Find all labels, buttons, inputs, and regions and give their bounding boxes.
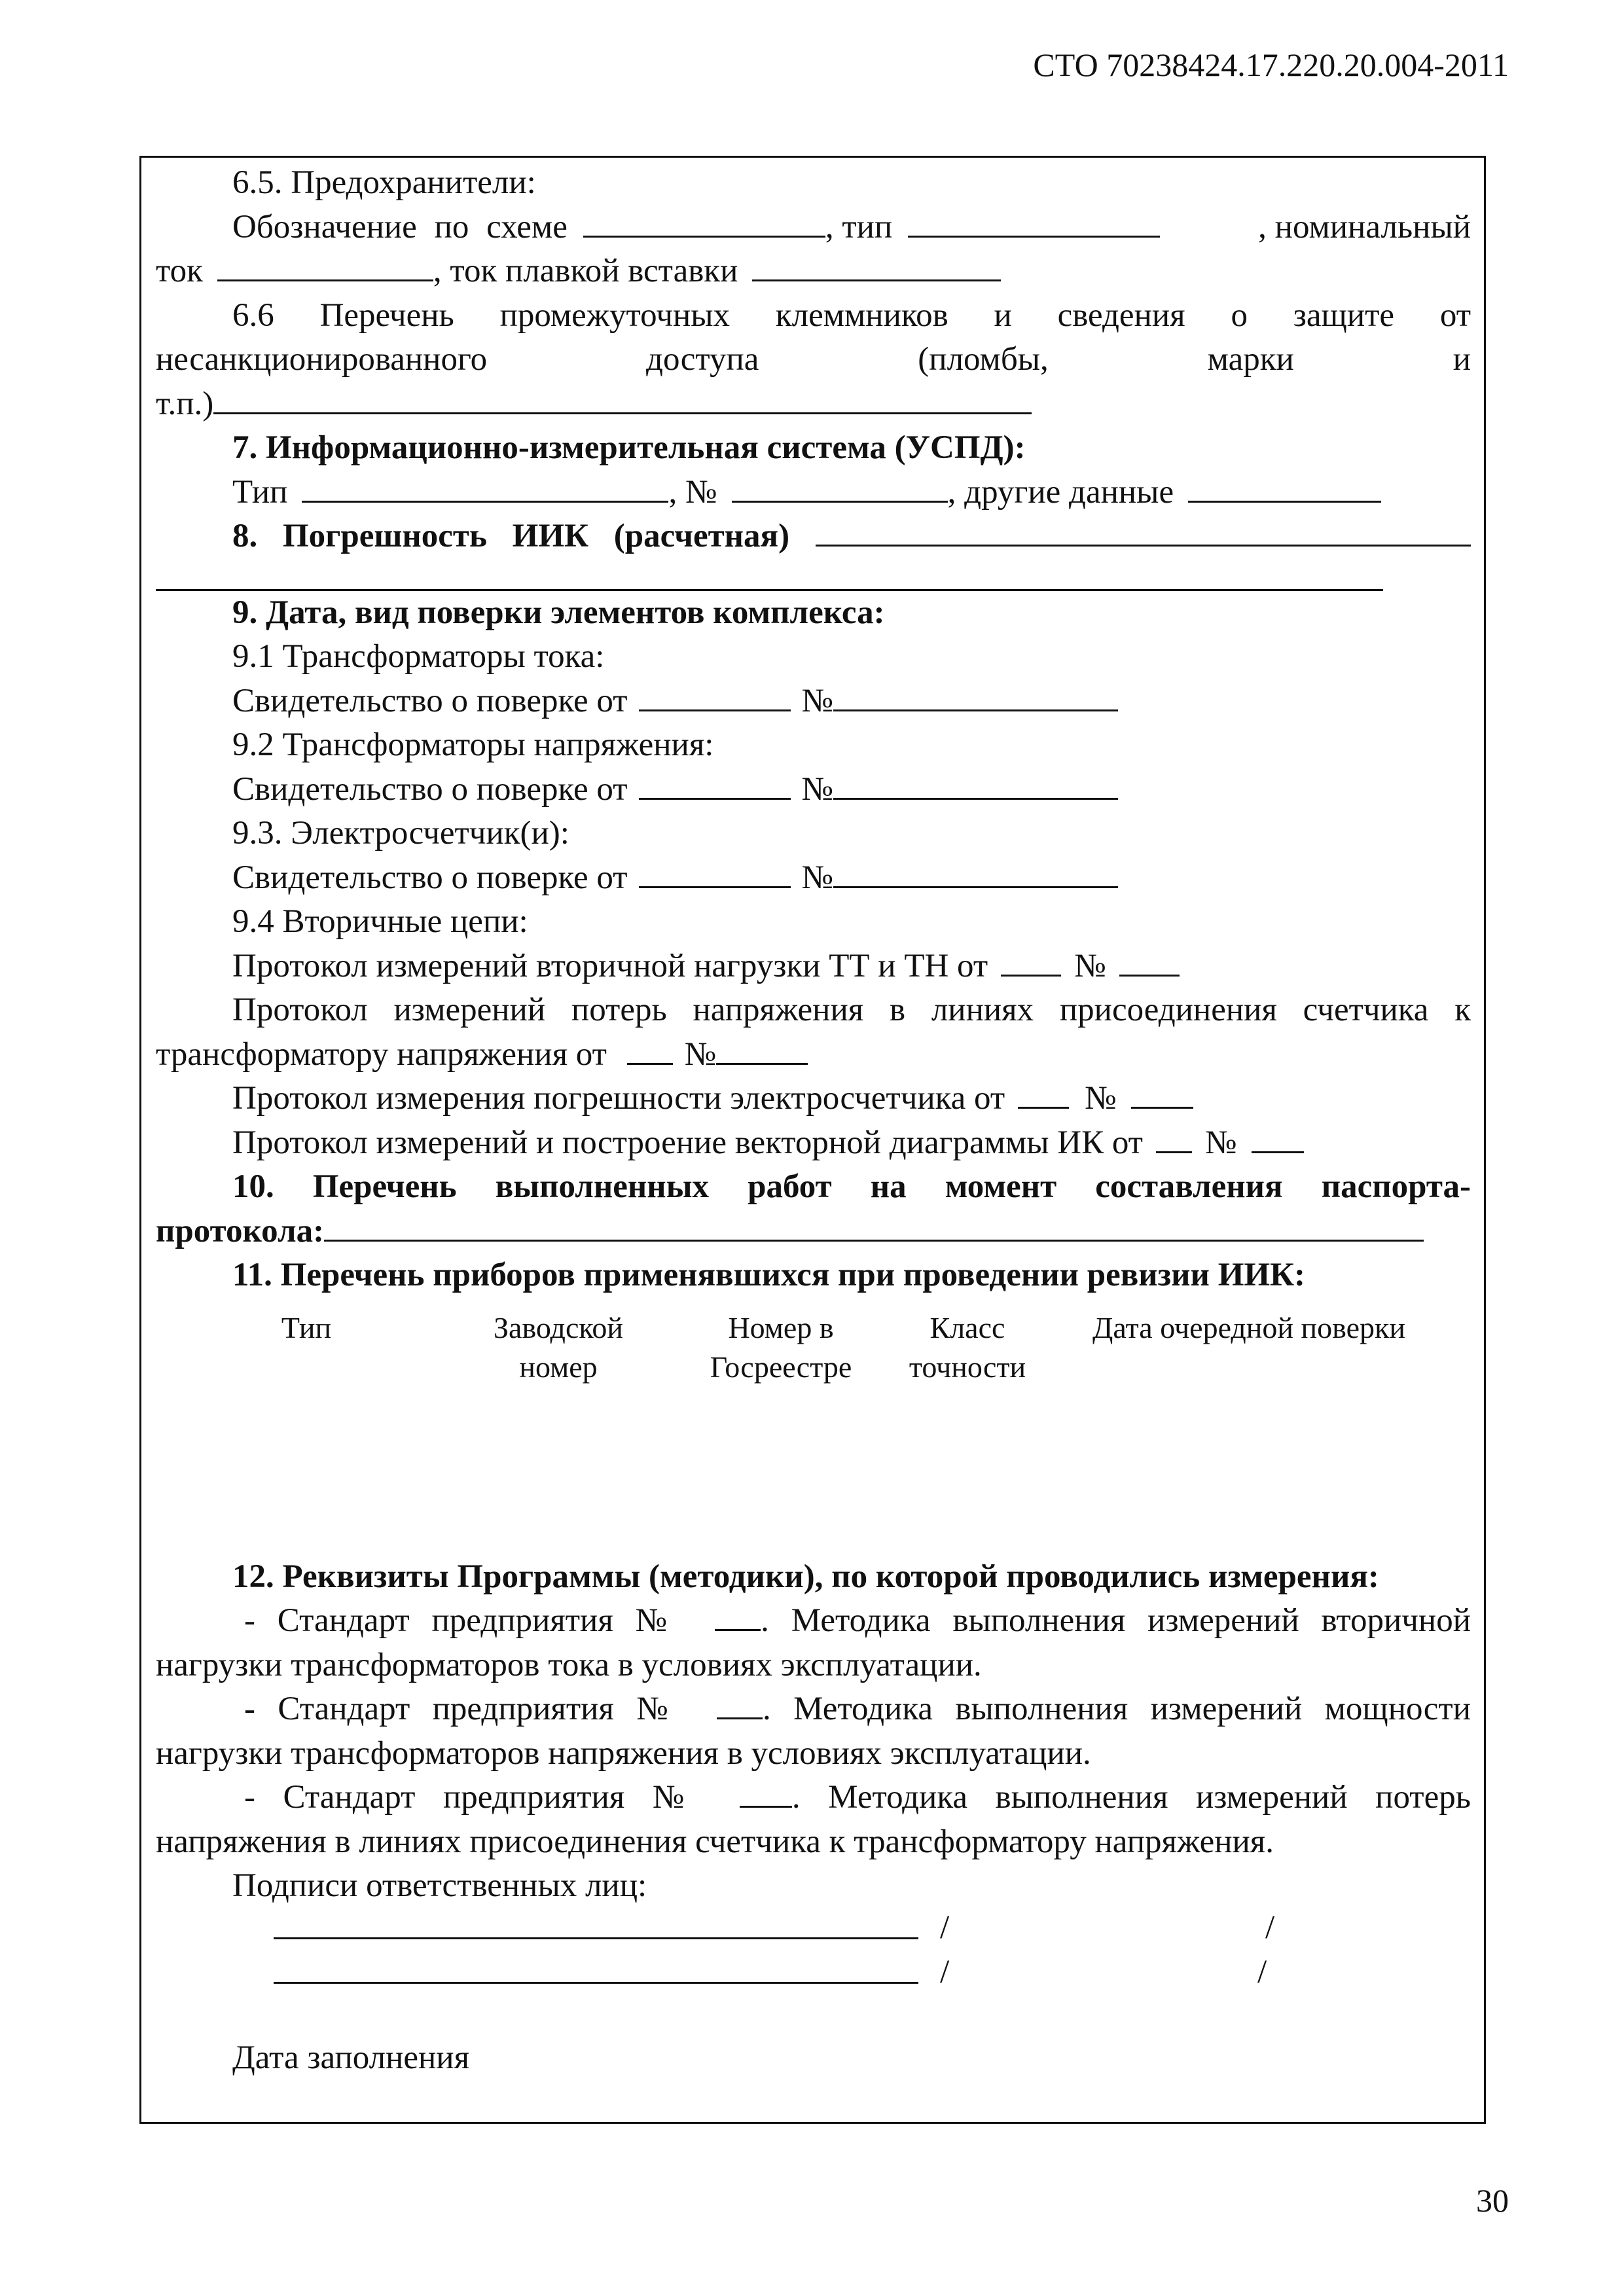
col-serial: Заводской номер bbox=[494, 1310, 623, 1384]
protocol-line-3 bbox=[156, 1077, 1471, 1121]
error-blank-2[interactable] bbox=[156, 559, 1383, 591]
standard-1-label: - Стандарт предприятия № bbox=[244, 1602, 681, 1639]
form-content bbox=[156, 161, 1471, 2080]
standard-3 bbox=[156, 1776, 1471, 1864]
number-sign: № bbox=[684, 1035, 717, 1073]
error-blank[interactable] bbox=[816, 514, 1471, 547]
protocol-line-1 bbox=[156, 944, 1471, 989]
section-8-line bbox=[156, 514, 1471, 559]
signature-line-1[interactable] bbox=[274, 1937, 918, 1939]
section-7-line bbox=[156, 471, 1471, 515]
signature-slash: / bbox=[1257, 1953, 1267, 1990]
cert-line-ct bbox=[156, 679, 1471, 724]
cert-label: Свидетельство о поверке от bbox=[232, 770, 628, 808]
protocol-line-4 bbox=[156, 1121, 1471, 1166]
section-6-6-text: 6.6 Перечень промежуточных клеммников и сведения о защите от несанкционированного доступа (пломбы, марки и bbox=[156, 296, 1471, 378]
signatures-label: Подписи ответственных лиц: bbox=[232, 1867, 647, 1904]
protocol-2-number-blank[interactable] bbox=[716, 1033, 808, 1065]
section-6-5-line2 bbox=[156, 249, 1471, 294]
designation-label: Обозначение по схеме bbox=[232, 208, 568, 245]
protocol-3-date-blank[interactable] bbox=[1018, 1077, 1069, 1109]
uspd-other-blank[interactable] bbox=[1188, 471, 1381, 503]
fill-date-label: Дата заполнения bbox=[232, 2039, 470, 2076]
cert-date-blank[interactable] bbox=[639, 679, 791, 711]
number-sign: № bbox=[801, 859, 834, 896]
current-label: ток bbox=[156, 253, 203, 289]
section-7-title: 7. Информационно-измерительная система (УСПД): bbox=[232, 429, 1026, 466]
signatures-block bbox=[156, 1909, 1471, 2000]
item-9-2: 9.2 Трансформаторы напряжения: bbox=[232, 726, 714, 763]
rated-label: , номинальный bbox=[1258, 208, 1471, 245]
standard-3-text: . Методика выполнения измерений потерь напряжения в линиях присоединения счетчика к трансформатору напряжения. bbox=[156, 1779, 1471, 1860]
col-registry: Номер в Госреестре bbox=[710, 1310, 852, 1384]
protocol-4-number-blank[interactable] bbox=[1252, 1121, 1304, 1153]
uspd-other-label: , другие данные bbox=[947, 473, 1174, 511]
protection-blank[interactable] bbox=[213, 382, 1032, 414]
section-8-line2 bbox=[156, 559, 1471, 591]
standard-2 bbox=[156, 1687, 1471, 1776]
protocol-2-date-blank[interactable] bbox=[627, 1033, 673, 1065]
col-next-check: Дата очередной поверки bbox=[1092, 1310, 1405, 1344]
cert-number-blank[interactable] bbox=[833, 856, 1118, 888]
cert-line-vt bbox=[156, 768, 1471, 812]
section-6-6-tail bbox=[156, 382, 1471, 427]
etc-label: т.п.) bbox=[156, 385, 214, 422]
uspd-type-blank[interactable] bbox=[302, 471, 668, 503]
section-9-title: 9. Дата, вид поверки элементов комплекса: bbox=[232, 594, 885, 631]
protocol-1-date-blank[interactable] bbox=[1001, 944, 1061, 977]
section-10-tail bbox=[156, 1210, 1471, 1254]
number-sign: № bbox=[1085, 1080, 1117, 1117]
protocol-2-label: Протокол измерений потерь напряжения в линиях присоединения счетчика к трансформатору напряжения от bbox=[156, 992, 1471, 1073]
designation-blank[interactable] bbox=[583, 206, 825, 238]
type-label: , тип bbox=[825, 208, 893, 245]
number-sign: № bbox=[801, 770, 834, 808]
fuse-type-blank[interactable] bbox=[908, 206, 1160, 238]
cert-label: Свидетельство о поверке от bbox=[232, 859, 628, 896]
standard-3-number-blank[interactable] bbox=[740, 1776, 792, 1808]
uspd-number-label: , № bbox=[668, 473, 717, 511]
cert-number-blank[interactable] bbox=[833, 679, 1118, 711]
section-8-title: 8. Погрешность ИИК (расчетная) bbox=[232, 518, 790, 554]
works-blank[interactable] bbox=[324, 1210, 1424, 1242]
fuse-insert-blank[interactable] bbox=[752, 249, 1001, 281]
section-6-5-line1 bbox=[156, 206, 1471, 250]
item-9-4: 9.4 Вторичные цепи: bbox=[232, 903, 528, 940]
item-9-1: 9.1 Трансформаторы тока: bbox=[232, 638, 605, 675]
current-blank[interactable] bbox=[217, 249, 433, 281]
protocol-4-date-blank[interactable] bbox=[1156, 1121, 1192, 1153]
protocol-4-label: Протокол измерений и построение векторной диаграммы ИК от bbox=[232, 1124, 1143, 1161]
number-sign: № bbox=[1204, 1124, 1237, 1161]
page-number: 30 bbox=[1476, 2182, 1509, 2219]
cert-line-meter bbox=[156, 856, 1471, 901]
signature-slash: / bbox=[940, 1909, 950, 1946]
section-12-title: 12. Реквизиты Программы (методики), по которой проводились измерения: bbox=[232, 1558, 1379, 1595]
signature-slash: / bbox=[1265, 1909, 1275, 1946]
signature-slash: / bbox=[940, 1953, 950, 1990]
instruments-columns bbox=[156, 1298, 1471, 1439]
section-6-5-title: 6.5. Предохранители: bbox=[232, 164, 536, 201]
col-accuracy: Класс точности bbox=[909, 1310, 1026, 1384]
number-sign: № bbox=[801, 682, 834, 719]
cert-date-blank[interactable] bbox=[639, 768, 791, 800]
cert-label: Свидетельство о поверке от bbox=[232, 682, 628, 719]
uspd-number-blank[interactable] bbox=[732, 471, 948, 503]
protocol-1-number-blank[interactable] bbox=[1119, 944, 1180, 977]
col-type: Тип bbox=[281, 1310, 332, 1344]
cert-number-blank[interactable] bbox=[833, 768, 1118, 800]
standard-2-text: . Методика выполнения измерений мощности нагрузки трансформаторов напряжения в условиях эксплуатации. bbox=[156, 1691, 1471, 1772]
standard-1 bbox=[156, 1599, 1471, 1687]
document-code-header: СТО 70238424.17.220.20.004-2011 bbox=[1033, 46, 1509, 83]
standard-2-number-blank[interactable] bbox=[717, 1687, 763, 1719]
standard-3-label: - Стандарт предприятия № bbox=[244, 1779, 704, 1816]
section-11-title: 11. Перечень приборов применявшихся при проведении ревизии ИИК: bbox=[232, 1257, 1305, 1293]
protocol-1-label: Протокол измерений вторичной нагрузки ТТ и ТН от bbox=[232, 947, 988, 984]
standard-1-number-blank[interactable] bbox=[715, 1599, 761, 1631]
cert-date-blank[interactable] bbox=[639, 856, 791, 888]
signature-line-2[interactable] bbox=[274, 1982, 918, 1984]
uspd-type-label: Тип bbox=[232, 473, 288, 511]
protocol-3-label: Протокол измерения погрешности электросчетчика от bbox=[232, 1080, 1005, 1117]
item-9-3: 9.3. Электросчетчик(и): bbox=[232, 815, 569, 852]
number-sign: № bbox=[1074, 947, 1106, 984]
section-10-title: 10. Перечень выполненных работ на момент составления паспорта- bbox=[232, 1168, 1471, 1205]
standard-1-text: . Методика выполнения измерений вторичной нагрузки трансформаторов тока в условиях эксплуатации. bbox=[156, 1602, 1471, 1683]
fuse-insert-label: , ток плавкой вставки bbox=[433, 253, 738, 289]
protocol-line-2 bbox=[156, 988, 1471, 1077]
protocol-label: протокола: bbox=[156, 1212, 325, 1249]
protocol-3-number-blank[interactable] bbox=[1131, 1077, 1193, 1109]
standard-2-label: - Стандарт предприятия № bbox=[244, 1691, 683, 1727]
